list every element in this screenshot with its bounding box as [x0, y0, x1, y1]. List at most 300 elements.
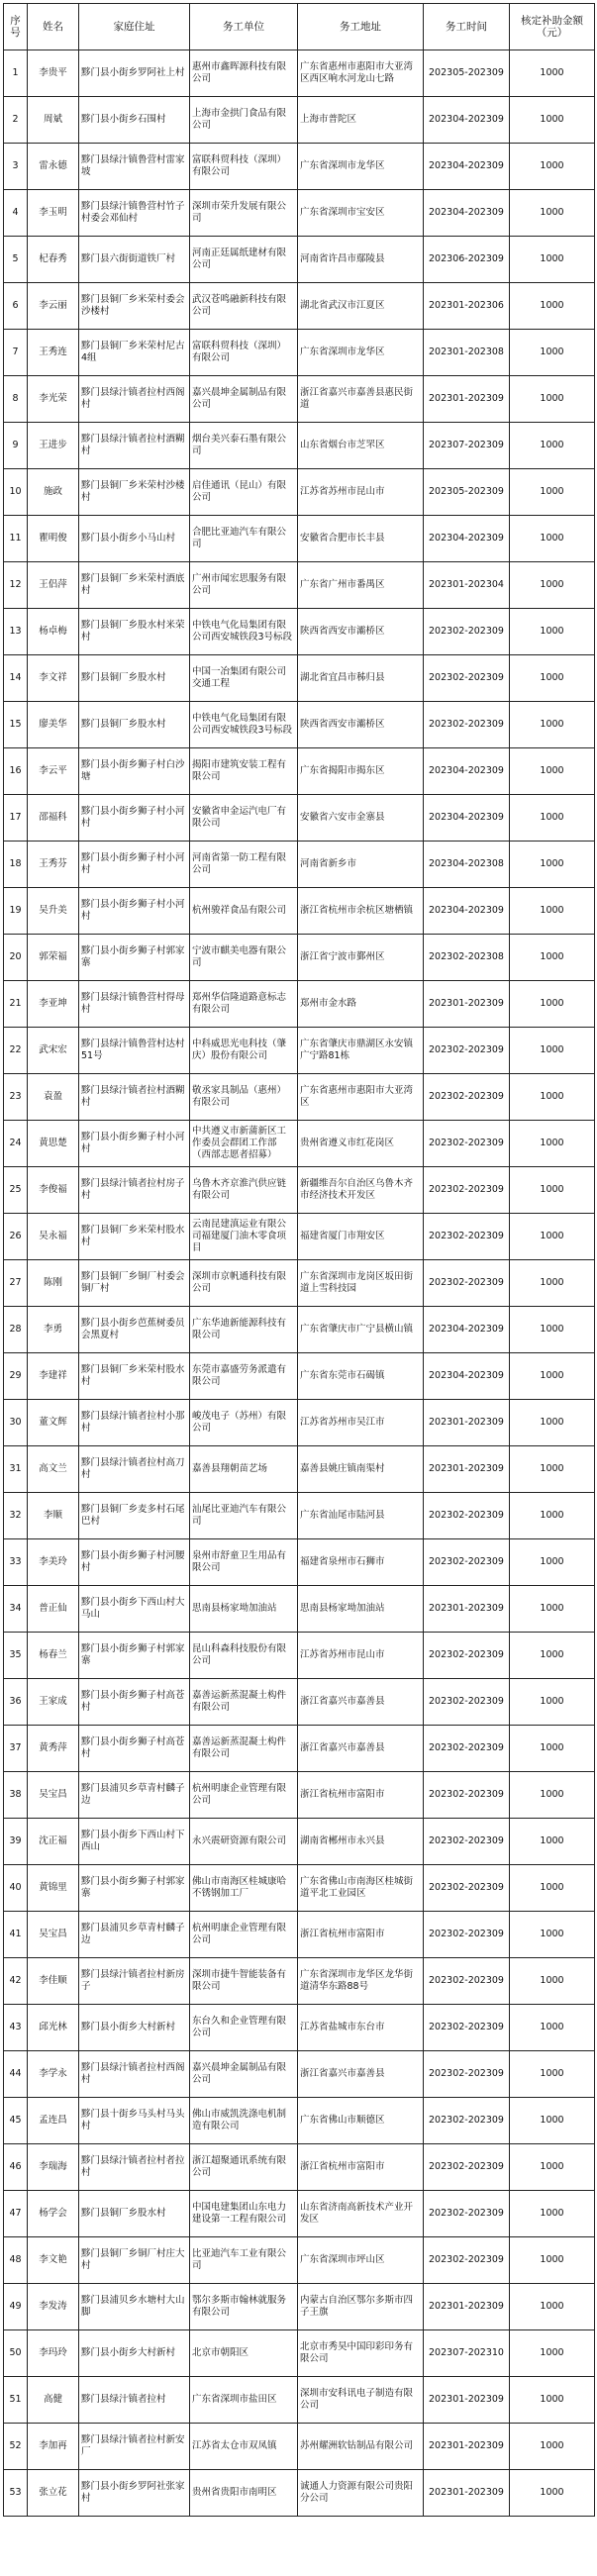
row-amount: 1000 [510, 1167, 595, 1214]
row-employer: 广东华迪新能源科技有限公司 [190, 1307, 298, 1353]
row-address: 黟门县铜厂乡股水村 [79, 702, 190, 748]
row-address: 黟门县小街乡狮子村小河村 [79, 795, 190, 842]
table-row [4, 2098, 595, 2144]
row-work-address: 浙江省杭州市富阳市 [298, 1912, 424, 1958]
row-work-address: 湖北省武汉市江夏区 [298, 283, 424, 330]
row-no: 41 [4, 1912, 28, 1958]
row-work-address: 广东省肇庆市鼎湖区永安镇广宁路81栋 [298, 1028, 424, 1074]
row-period: 202302-202309 [424, 1912, 510, 1958]
row-name: 黄思楚 [28, 1121, 79, 1167]
row-employer: 汕尾比亚迪汽车有限公司 [190, 1493, 298, 1539]
row-amount: 1000 [510, 888, 595, 935]
row-name: 王进步 [28, 423, 79, 469]
row-amount: 1000 [510, 2330, 595, 2377]
row-name: 邱光林 [28, 2005, 79, 2051]
row-work-address: 广东省汕尾市陆河县 [298, 1493, 424, 1539]
row-employer: 中国电建集团山东电力建设第一工程有限公司 [190, 2191, 298, 2237]
row-amount: 1000 [510, 376, 595, 423]
row-employer: 上海市金拱门食品有限公司 [190, 97, 298, 144]
row-amount: 1000 [510, 97, 595, 144]
row-no: 16 [4, 748, 28, 795]
row-name: 杞春秀 [28, 237, 79, 283]
row-amount: 1000 [510, 237, 595, 283]
row-name: 吴宝昌 [28, 1912, 79, 1958]
row-address: 黟门县绿汁镇者拉村 [79, 2377, 190, 2424]
row-address: 黟门县小街乡狮子村郭家寨 [79, 1633, 190, 1679]
row-no: 53 [4, 2470, 28, 2517]
row-name: 孟连昌 [28, 2098, 79, 2144]
table-row [4, 144, 595, 190]
row-no: 20 [4, 935, 28, 981]
row-address: 黟门县浦贝乡草青村麟子边 [79, 1772, 190, 1819]
row-no: 10 [4, 469, 28, 516]
row-amount: 1000 [510, 1772, 595, 1819]
row-amount: 1000 [510, 842, 595, 888]
table-row [4, 1772, 595, 1819]
row-name: 李建祥 [28, 1353, 79, 1400]
row-period: 202301-202309 [424, 2424, 510, 2470]
row-work-address: 广东省深圳市龙华区 [298, 330, 424, 376]
row-period: 202302-202309 [424, 609, 510, 655]
row-amount: 1000 [510, 702, 595, 748]
row-no: 13 [4, 609, 28, 655]
table-row [4, 2284, 595, 2330]
row-period: 202302-202309 [424, 1260, 510, 1307]
row-period: 202302-202309 [424, 655, 510, 702]
table-row [4, 2377, 595, 2424]
table-row [4, 376, 595, 423]
table-row [4, 1726, 595, 1772]
row-name: 李瑞海 [28, 2144, 79, 2191]
row-amount: 1000 [510, 1214, 595, 1260]
row-work-address: 河南省新乡市 [298, 842, 424, 888]
row-amount: 1000 [510, 1912, 595, 1958]
row-name: 邵福科 [28, 795, 79, 842]
row-amount: 1000 [510, 1679, 595, 1726]
row-no: 24 [4, 1121, 28, 1167]
row-employer: 泉州市舒童卫生用品有限公司 [190, 1539, 298, 1586]
row-amount: 1000 [510, 795, 595, 842]
row-period: 202302-202309 [424, 1772, 510, 1819]
row-work-address: 湖南省郴州市永兴县 [298, 1819, 424, 1865]
row-no: 37 [4, 1726, 28, 1772]
row-period: 202302-202309 [424, 1028, 510, 1074]
row-period: 202301-202309 [424, 2284, 510, 2330]
row-employer: 嘉善运新蒸混凝土构件有限公司 [190, 1679, 298, 1726]
row-employer: 贵州省贵阳市南明区 [190, 2470, 298, 2517]
row-employer: 中科威思光电科技（肇庆）股份有限公司 [190, 1028, 298, 1074]
row-work-address: 嘉善县姚庄镇南渠村 [298, 1446, 424, 1493]
row-amount: 1000 [510, 2424, 595, 2470]
row-period: 202302-202309 [424, 2098, 510, 2144]
row-address: 黟门县小街乡大村新村 [79, 2330, 190, 2377]
row-name: 王侣萍 [28, 562, 79, 609]
row-amount: 1000 [510, 283, 595, 330]
row-amount: 1000 [510, 1493, 595, 1539]
row-period: 202302-202309 [424, 1819, 510, 1865]
row-no: 27 [4, 1260, 28, 1307]
row-name: 陈刚 [28, 1260, 79, 1307]
row-amount: 1000 [510, 2284, 595, 2330]
row-no: 50 [4, 2330, 28, 2377]
row-employer: 永兴震研资源有限公司 [190, 1819, 298, 1865]
table-row [4, 97, 595, 144]
row-address: 黟门县铜厂乡麦多村石尾巴村 [79, 1493, 190, 1539]
row-employer: 浙江超聚通讯系统有限公司 [190, 2144, 298, 2191]
table-row [4, 935, 595, 981]
row-name: 杨春兰 [28, 1633, 79, 1679]
row-period: 202301-202309 [424, 1446, 510, 1493]
row-no: 3 [4, 144, 28, 190]
row-no: 52 [4, 2424, 28, 2470]
row-work-address: 浙江省杭州市余杭区塘栖镇 [298, 888, 424, 935]
header-employer: 务工单位 [190, 4, 298, 50]
row-amount: 1000 [510, 2144, 595, 2191]
row-address: 黟门县绿汁镇者拉村小那村 [79, 1400, 190, 1446]
table-row [4, 1028, 595, 1074]
row-work-address: 内蒙古自治区鄂尔多斯市四子王旗 [298, 2284, 424, 2330]
table-row [4, 1260, 595, 1307]
table-row [4, 330, 595, 376]
row-work-address: 浙江省宁波市鄞州区 [298, 935, 424, 981]
row-no: 11 [4, 516, 28, 562]
row-period: 202301-202309 [424, 2377, 510, 2424]
row-address: 黟门县绿汁镇者拉村西阁村 [79, 2051, 190, 2098]
row-employer: 中国一冶集团有限公司交通工程 [190, 655, 298, 702]
row-employer: 深圳市荣升发展有限公司 [190, 190, 298, 237]
row-period: 202304-202309 [424, 97, 510, 144]
row-address: 黟门县铜厂乡米荣村委会沙楼村 [79, 283, 190, 330]
row-no: 25 [4, 1167, 28, 1214]
row-period: 202305-202309 [424, 469, 510, 516]
table-row [4, 237, 595, 283]
row-no: 31 [4, 1446, 28, 1493]
row-name: 黄秀萍 [28, 1726, 79, 1772]
row-employer: 惠州市鑫晖源科技有限公司 [190, 50, 298, 97]
row-amount: 1000 [510, 1400, 595, 1446]
row-address: 黟门县绿汁镇者拉村新房子 [79, 1958, 190, 2005]
row-name: 吴升美 [28, 888, 79, 935]
row-employer: 深圳市京帆通科技有限公司 [190, 1260, 298, 1307]
row-name: 李云平 [28, 748, 79, 795]
row-address: 黟门县绿汁镇鲁营村达村51号 [79, 1028, 190, 1074]
row-address: 黟门县绿汁镇者拉村房子村 [79, 1167, 190, 1214]
row-no: 4 [4, 190, 28, 237]
table-row [4, 748, 595, 795]
row-amount: 1000 [510, 2191, 595, 2237]
table-row [4, 702, 595, 748]
row-work-address: 广东省肇庆市广宁县横山镇 [298, 1307, 424, 1353]
row-no: 29 [4, 1353, 28, 1400]
row-work-address: 深圳市安科讯电子制造有限公司 [298, 2377, 424, 2424]
row-name: 袁盈 [28, 1074, 79, 1121]
row-amount: 1000 [510, 2470, 595, 2517]
row-period: 202302-202309 [424, 1726, 510, 1772]
row-address: 黟门县小街乡狮子村高苍村 [79, 1679, 190, 1726]
row-address: 黟门县小街乡下西山村下西山 [79, 1819, 190, 1865]
row-period: 202305-202309 [424, 50, 510, 97]
row-name: 高文兰 [28, 1446, 79, 1493]
row-name: 吴宝昌 [28, 1772, 79, 1819]
row-work-address: 安徽省合肥市长丰县 [298, 516, 424, 562]
row-period: 202304-202309 [424, 1353, 510, 1400]
table-row [4, 1074, 595, 1121]
row-period: 202301-202309 [424, 2470, 510, 2517]
row-address: 黟门县小街乡狮子村郭家寨 [79, 1865, 190, 1912]
row-no: 17 [4, 795, 28, 842]
row-no: 9 [4, 423, 28, 469]
table-row [4, 1819, 595, 1865]
row-no: 51 [4, 2377, 28, 2424]
table-row [4, 1167, 595, 1214]
row-period: 202304-202309 [424, 748, 510, 795]
table-row [4, 283, 595, 330]
row-period: 202302-202309 [424, 2237, 510, 2284]
table-row [4, 795, 595, 842]
row-work-address: 北京市秀昊中国印彩印务有限公司 [298, 2330, 424, 2377]
row-address: 黟门县铜厂乡米荣村尼古4组 [79, 330, 190, 376]
table-row [4, 50, 595, 97]
row-employer: 东台久和企业管理有限公司 [190, 2005, 298, 2051]
row-period: 202302-202309 [424, 1633, 510, 1679]
row-employer: 深圳市捷牛智能装备有限公司 [190, 1958, 298, 2005]
row-no: 48 [4, 2237, 28, 2284]
row-work-address: 山东省烟台市芝罘区 [298, 423, 424, 469]
subsidy-table [3, 3, 595, 2517]
row-no: 28 [4, 1307, 28, 1353]
row-employer: 合肥比亚迪汽车有限公司 [190, 516, 298, 562]
row-address: 黟门县小街乡芭蕉树委员会黑夏村 [79, 1307, 190, 1353]
row-amount: 1000 [510, 655, 595, 702]
row-name: 杨卓梅 [28, 609, 79, 655]
row-address: 黟门县铜厂乡米荣村股水村 [79, 1353, 190, 1400]
row-address: 黟门县浦贝乡草青村麟子边 [79, 1912, 190, 1958]
table-row [4, 562, 595, 609]
table-row [4, 2424, 595, 2470]
row-amount: 1000 [510, 1539, 595, 1586]
row-address: 黟门县铜厂乡股水村 [79, 2191, 190, 2237]
row-no: 30 [4, 1400, 28, 1446]
row-name: 李光荣 [28, 376, 79, 423]
table-row [4, 2237, 595, 2284]
row-period: 202306-202309 [424, 237, 510, 283]
row-work-address: 广东省深圳市龙岗区坂田街道上雪科技园 [298, 1260, 424, 1307]
row-period: 202302-202309 [424, 2051, 510, 2098]
row-employer: 宁波市麒美电器有限公司 [190, 935, 298, 981]
row-period: 202304-202308 [424, 842, 510, 888]
row-period: 202301-202309 [424, 376, 510, 423]
row-amount: 1000 [510, 1958, 595, 2005]
table-row [4, 1633, 595, 1679]
row-address: 黟门县铜厂乡米荣村酒底村 [79, 562, 190, 609]
row-employer: 河南省第一防工程有限公司 [190, 842, 298, 888]
row-employer: 敬丞家具制品（惠州）有限公司 [190, 1074, 298, 1121]
row-employer: 佛山市南海区桂城康哈不锈钢加工厂 [190, 1865, 298, 1912]
row-period: 202301-202306 [424, 283, 510, 330]
row-employer: 中铁电气化局集团有限公司西安城铁段3号标段 [190, 702, 298, 748]
row-period: 202302-202309 [424, 2005, 510, 2051]
row-period: 202301-202309 [424, 1400, 510, 1446]
row-period: 202301-202309 [424, 1586, 510, 1633]
row-amount: 1000 [510, 609, 595, 655]
row-employer: 富联科贸科技（深圳）有限公司 [190, 144, 298, 190]
row-no: 34 [4, 1586, 28, 1633]
row-employer: 江苏省太仓市双凤镇 [190, 2424, 298, 2470]
row-no: 6 [4, 283, 28, 330]
table-row [4, 842, 595, 888]
row-name: 吴永福 [28, 1214, 79, 1260]
table-row [4, 1353, 595, 1400]
row-work-address: 福建省厦门市翔安区 [298, 1214, 424, 1260]
row-amount: 1000 [510, 1307, 595, 1353]
row-period: 202304-202309 [424, 516, 510, 562]
row-employer: 河南正廷属纸建材有限公司 [190, 237, 298, 283]
row-work-address: 诚通人力资源有限公司贵阳分公司 [298, 2470, 424, 2517]
table-row [4, 609, 595, 655]
row-no: 32 [4, 1493, 28, 1539]
row-period: 202302-202309 [424, 1121, 510, 1167]
row-employer: 杭州明康企业管理有限公司 [190, 1772, 298, 1819]
row-work-address: 湖北省宜昌市秭归县 [298, 655, 424, 702]
row-name: 李贵平 [28, 50, 79, 97]
row-work-address: 广东省佛山市顺德区 [298, 2098, 424, 2144]
row-work-address: 陕西省西安市灞桥区 [298, 702, 424, 748]
table-row [4, 2144, 595, 2191]
row-employer: 云南昆建滇运业有限公司福建厦门油木零食项目 [190, 1214, 298, 1260]
row-employer: 武汉苍鸣融新科技有限公司 [190, 283, 298, 330]
row-work-address: 上海市普陀区 [298, 97, 424, 144]
row-employer: 郑州华信隆道路意标志有限公司 [190, 981, 298, 1028]
row-no: 5 [4, 237, 28, 283]
row-employer: 嘉善县翔朝苗艺场 [190, 1446, 298, 1493]
row-employer: 北京市朝阳区 [190, 2330, 298, 2377]
row-name: 李玉明 [28, 190, 79, 237]
row-name: 沈正福 [28, 1819, 79, 1865]
table-row [4, 1539, 595, 1586]
row-work-address: 江苏省苏州市吴江市 [298, 1400, 424, 1446]
row-work-address: 浙江省嘉兴市嘉善县惠民街道 [298, 376, 424, 423]
row-employer: 广东省深圳市盐田区 [190, 2377, 298, 2424]
row-work-address: 福建省泉州市石狮市 [298, 1539, 424, 1586]
row-no: 12 [4, 562, 28, 609]
row-employer: 中共遵义市新蒲新区工作委员会群团工作部（西部志愿者招募） [190, 1121, 298, 1167]
row-name: 雷永德 [28, 144, 79, 190]
row-no: 49 [4, 2284, 28, 2330]
row-name: 李勇 [28, 1307, 79, 1353]
header-name: 姓名 [28, 4, 79, 50]
row-employer: 嘉兴晨坤金属制品有限公司 [190, 2051, 298, 2098]
row-name: 李云丽 [28, 283, 79, 330]
row-address: 黟门县小街乡罗阿社张家村 [79, 2470, 190, 2517]
row-address: 黟门县铜厂乡米荣村股水村 [79, 1214, 190, 1260]
row-amount: 1000 [510, 2098, 595, 2144]
row-period: 202304-202309 [424, 888, 510, 935]
row-amount: 1000 [510, 1074, 595, 1121]
header-no: 序号 [4, 4, 28, 50]
row-period: 202302-202309 [424, 1679, 510, 1726]
row-work-address: 江苏省盐城市东台市 [298, 2005, 424, 2051]
row-work-address: 河南省许昌市鄢陵县 [298, 237, 424, 283]
row-work-address: 广东省揭阳市揭东区 [298, 748, 424, 795]
row-amount: 1000 [510, 469, 595, 516]
row-amount: 1000 [510, 190, 595, 237]
header-work-address: 务工地址 [298, 4, 424, 50]
row-employer: 启佳通讯（昆山）有限公司 [190, 469, 298, 516]
row-name: 李佳顺 [28, 1958, 79, 2005]
row-no: 42 [4, 1958, 28, 2005]
table-header-row [4, 4, 595, 50]
row-name: 李学永 [28, 2051, 79, 2098]
row-amount: 1000 [510, 516, 595, 562]
row-period: 202302-202308 [424, 935, 510, 981]
row-no: 40 [4, 1865, 28, 1912]
row-amount: 1000 [510, 1865, 595, 1912]
row-address: 黟门县绿汁镇者拉村酒糊村 [79, 1074, 190, 1121]
row-amount: 1000 [510, 748, 595, 795]
row-period: 202302-202309 [424, 702, 510, 748]
table-row [4, 1958, 595, 2005]
row-name: 李美玲 [28, 1539, 79, 1586]
row-address: 黟门县小街乡狮子村小河村 [79, 888, 190, 935]
row-amount: 1000 [510, 1028, 595, 1074]
row-address: 黟门县小街乡下西山村大马山 [79, 1586, 190, 1633]
table-row [4, 2470, 595, 2517]
row-no: 44 [4, 2051, 28, 2098]
row-amount: 1000 [510, 1586, 595, 1633]
row-amount: 1000 [510, 144, 595, 190]
table-row [4, 1214, 595, 1260]
row-amount: 1000 [510, 981, 595, 1028]
table-row [4, 981, 595, 1028]
row-name: 黄锦里 [28, 1865, 79, 1912]
row-period: 202302-202309 [424, 2144, 510, 2191]
row-address: 黟门县六街街道铁厂村 [79, 237, 190, 283]
row-name: 瞿明俊 [28, 516, 79, 562]
row-no: 38 [4, 1772, 28, 1819]
table-row [4, 1912, 595, 1958]
row-work-address: 浙江省嘉兴市嘉善县 [298, 2051, 424, 2098]
row-address: 黟门县小街乡石围村 [79, 97, 190, 144]
row-work-address: 苏州耀洲软钻制品有限公司 [298, 2424, 424, 2470]
row-work-address: 广东省惠州市惠阳市大亚湾区 [298, 1074, 424, 1121]
row-amount: 1000 [510, 1121, 595, 1167]
row-address: 黟门县绿汁镇者拉村者拉村 [79, 2144, 190, 2191]
row-employer: 广州市闻宏思服务有限公司 [190, 562, 298, 609]
row-employer: 杭州骏祥食品有限公司 [190, 888, 298, 935]
table-row [4, 1307, 595, 1353]
row-amount: 1000 [510, 1446, 595, 1493]
row-work-address: 广东省深圳市宝安区 [298, 190, 424, 237]
row-employer: 富联科贸科技（深圳）有限公司 [190, 330, 298, 376]
table-row [4, 655, 595, 702]
row-employer: 东莞市嘉盛劳务派遣有限公司 [190, 1353, 298, 1400]
row-work-address: 广东省深圳市坪山区 [298, 2237, 424, 2284]
row-work-address: 江苏省苏州市昆山市 [298, 469, 424, 516]
row-name: 王秀芬 [28, 842, 79, 888]
row-name: 王秀连 [28, 330, 79, 376]
row-name: 李文祥 [28, 655, 79, 702]
row-employer: 嘉善运新蒸混凝土构件有限公司 [190, 1726, 298, 1772]
row-name: 李发涛 [28, 2284, 79, 2330]
row-name: 王家成 [28, 1679, 79, 1726]
row-employer: 乌鲁木齐京淮汽供应链有限公司 [190, 1167, 298, 1214]
table-row [4, 888, 595, 935]
row-amount: 1000 [510, 2377, 595, 2424]
row-address: 黟门县小街乡大村新村 [79, 2005, 190, 2051]
row-employer: 思南县杨家坳加油站 [190, 1586, 298, 1633]
row-address: 黟门县铜厂乡铜厂村委会铜厂村 [79, 1260, 190, 1307]
row-address: 黟门县绿汁镇鲁营村竹子村委会邓仙村 [79, 190, 190, 237]
